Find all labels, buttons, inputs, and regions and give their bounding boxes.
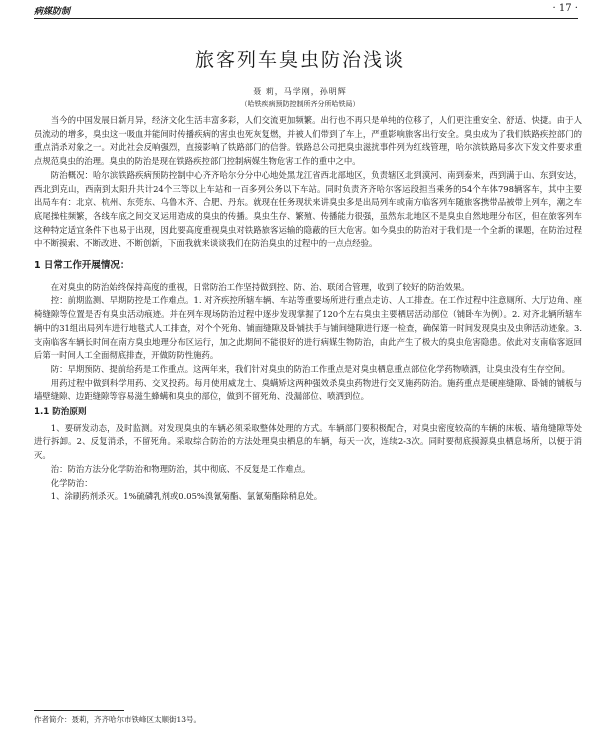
subsection-paragraph: 1、要研发动态，及时监测。对发现臭虫的车辆必须采取整体处理的方式。车辆部门要积极配合，对臭虫密度较高的车辆的床板、墙角缝隙等处进行拆卸。2、反复消杀，不留死角。采取综合防治的方法处理臭虫栖息的车辆，每天一次，连续2-3次。同时要彻底摸源臭虫栖息场所，以便于消灭。 <box>34 422 582 461</box>
author-footnote: 作者简介：聂莉，齐齐哈尔市铁峰区太顺街13号。 <box>34 715 202 724</box>
article-title: 旅客列车臭虫防治浅谈 <box>194 49 405 71</box>
intro-paragraph: 当今的中国发展日新月异，经济文化生活丰富多彩，人们交流更加频繁。出行也不再只是单纯的位移了，人们更注重安全、舒适、快捷。由于人员流动的增多，臭虫这一吸血并能间时传播疾病的害虫也死灰复燃，并被人们带到了车上，严重影响旅客出行安全。臭虫成为了我们铁路疾控部门的重点消杀对象之一。对此社会反响强烈，直接影响了铁路部门的信誉。铁路总公司把臭虫滋扰事件列为红线管理，哈尔滨铁路局多次下发文件要求重点规范臭虫的治理。臭虫的防治是现在铁路疾控部门控制病媒生物危害工作的重中之中。 <box>34 115 582 167</box>
article-affiliation: （哈铁疾病预防控制所齐分所哈铁局） <box>240 100 360 108</box>
section-paragraph: 在对臭虫的防治始终保持高度的重视，日常防治工作坚持做到控、防、治、联闭合管理，收到了较好的防治效果。 <box>50 281 470 292</box>
article-authors: 聂 莉，马学刚，孙明辉 <box>253 87 347 96</box>
page-number: · 17 · <box>552 3 578 14</box>
article-body <box>34 114 582 504</box>
header-rule <box>34 18 578 19</box>
section-heading: 1 日常工作开展情况： <box>34 260 130 272</box>
subsection-paragraph: 1、涂刷药剂杀灭。1%硫磷乳剂或0.05%溴氰菊酯、氯氰菊酯除稍息处。 <box>50 491 323 502</box>
subsection-paragraph: 化学防治： <box>50 477 93 488</box>
journal-name: 病媒防制 <box>34 7 71 17</box>
section-paragraph: 防：早期预防、提前给药是工作重点。这两年来，我们针对臭虫的防治工作重点是对臭虫栖息重点部位化学药物喷洒，让臭虫没有生存空间。 <box>50 363 571 374</box>
subsection-paragraph: 治：防治方法分化学防治和物理防治，其中彻底、不反复是工作难点。 <box>50 463 311 474</box>
section-paragraph: 用药过程中做到科学用药、交叉投药。每月使用威龙士、臭螨矫这两种强效杀臭虫药物进行交叉施药防治。施药重点是硬座缝隙、卧铺的铺板与墙壁缝隙、边距缝隙等容易滋生蜂螨和臭虫的部位，做到不留死角、没漏部位、喷洒到位。 <box>34 377 582 402</box>
running-header <box>34 2 578 16</box>
subsection-heading: 1.1 防治原则 <box>34 407 87 418</box>
intro-paragraph: 防治概况：哈尔滨铁路疾病预防控制中心齐齐哈尔分分中心地处黑龙江省西北部地区，负责辖区北到漠河、南到泰来，西到满于山、东到安达，西北到克山，西南到太阳升共计24个三等以上车站和一百多列公务以下车站。同时负责齐齐哈尔客运段担当乘务的54个车体798辆客车，其中主要出局车有：北京、杭州、东莞东、乌鲁木齐、合肥、丹东。就现在任务现状来讲臭虫多是出局列车或南方临客列车随旅客携带品被带上列车，潮之车底尾操柱频繁，各线车底之间交叉运用造成的臭虫的传播。臭虫生存、繁殖、传播能力很强，虽然东北地区不是臭虫自然地理分布区，但在旅客列车这种特定适宜条件下也易于出现，因此要高度重视臭虫对铁路旅客运输的隐蔽的巨大危害。如今臭虫的防治对于我们是一个全新的课题，在防治过程中不断摸索、不断改进、不断创新，下面我就来谈谈我们在防治臭虫的过程中的一点点经验。 <box>34 169 582 249</box>
footnote-rule <box>34 710 124 711</box>
section-paragraph: 控：前期监测、早期防控是工作难点。1. 对齐疾控所辖车辆、车站等重要场所进行重点走访、人工排查。在工作过程中注意厕所、大厅边角、座椅缝隙等位置是否有臭虫活动痕迹。并在列车现场防治过程中逐步发现掌握了120个左右臭虫主要栖居活动部位（铺卧车为例）。2. 对齐北辆所辖车辆中的31组出局列车进行地毯式人工排查，对个个死角、铺面缝隙及卧铺扶手与铺间缝隙进行逐一检查，确保第一时间发现臭虫及虫卵活动迹象。3. 支南临客车辆长时间在南方臭虫地理分布区运行，加之此期间不能很好的进行病媒生物防治，由此产生了极大的臭虫危害隐患。依此对支南临客返回后第一时间人工全面彻底排查，开做防防性施药。 <box>34 295 582 361</box>
